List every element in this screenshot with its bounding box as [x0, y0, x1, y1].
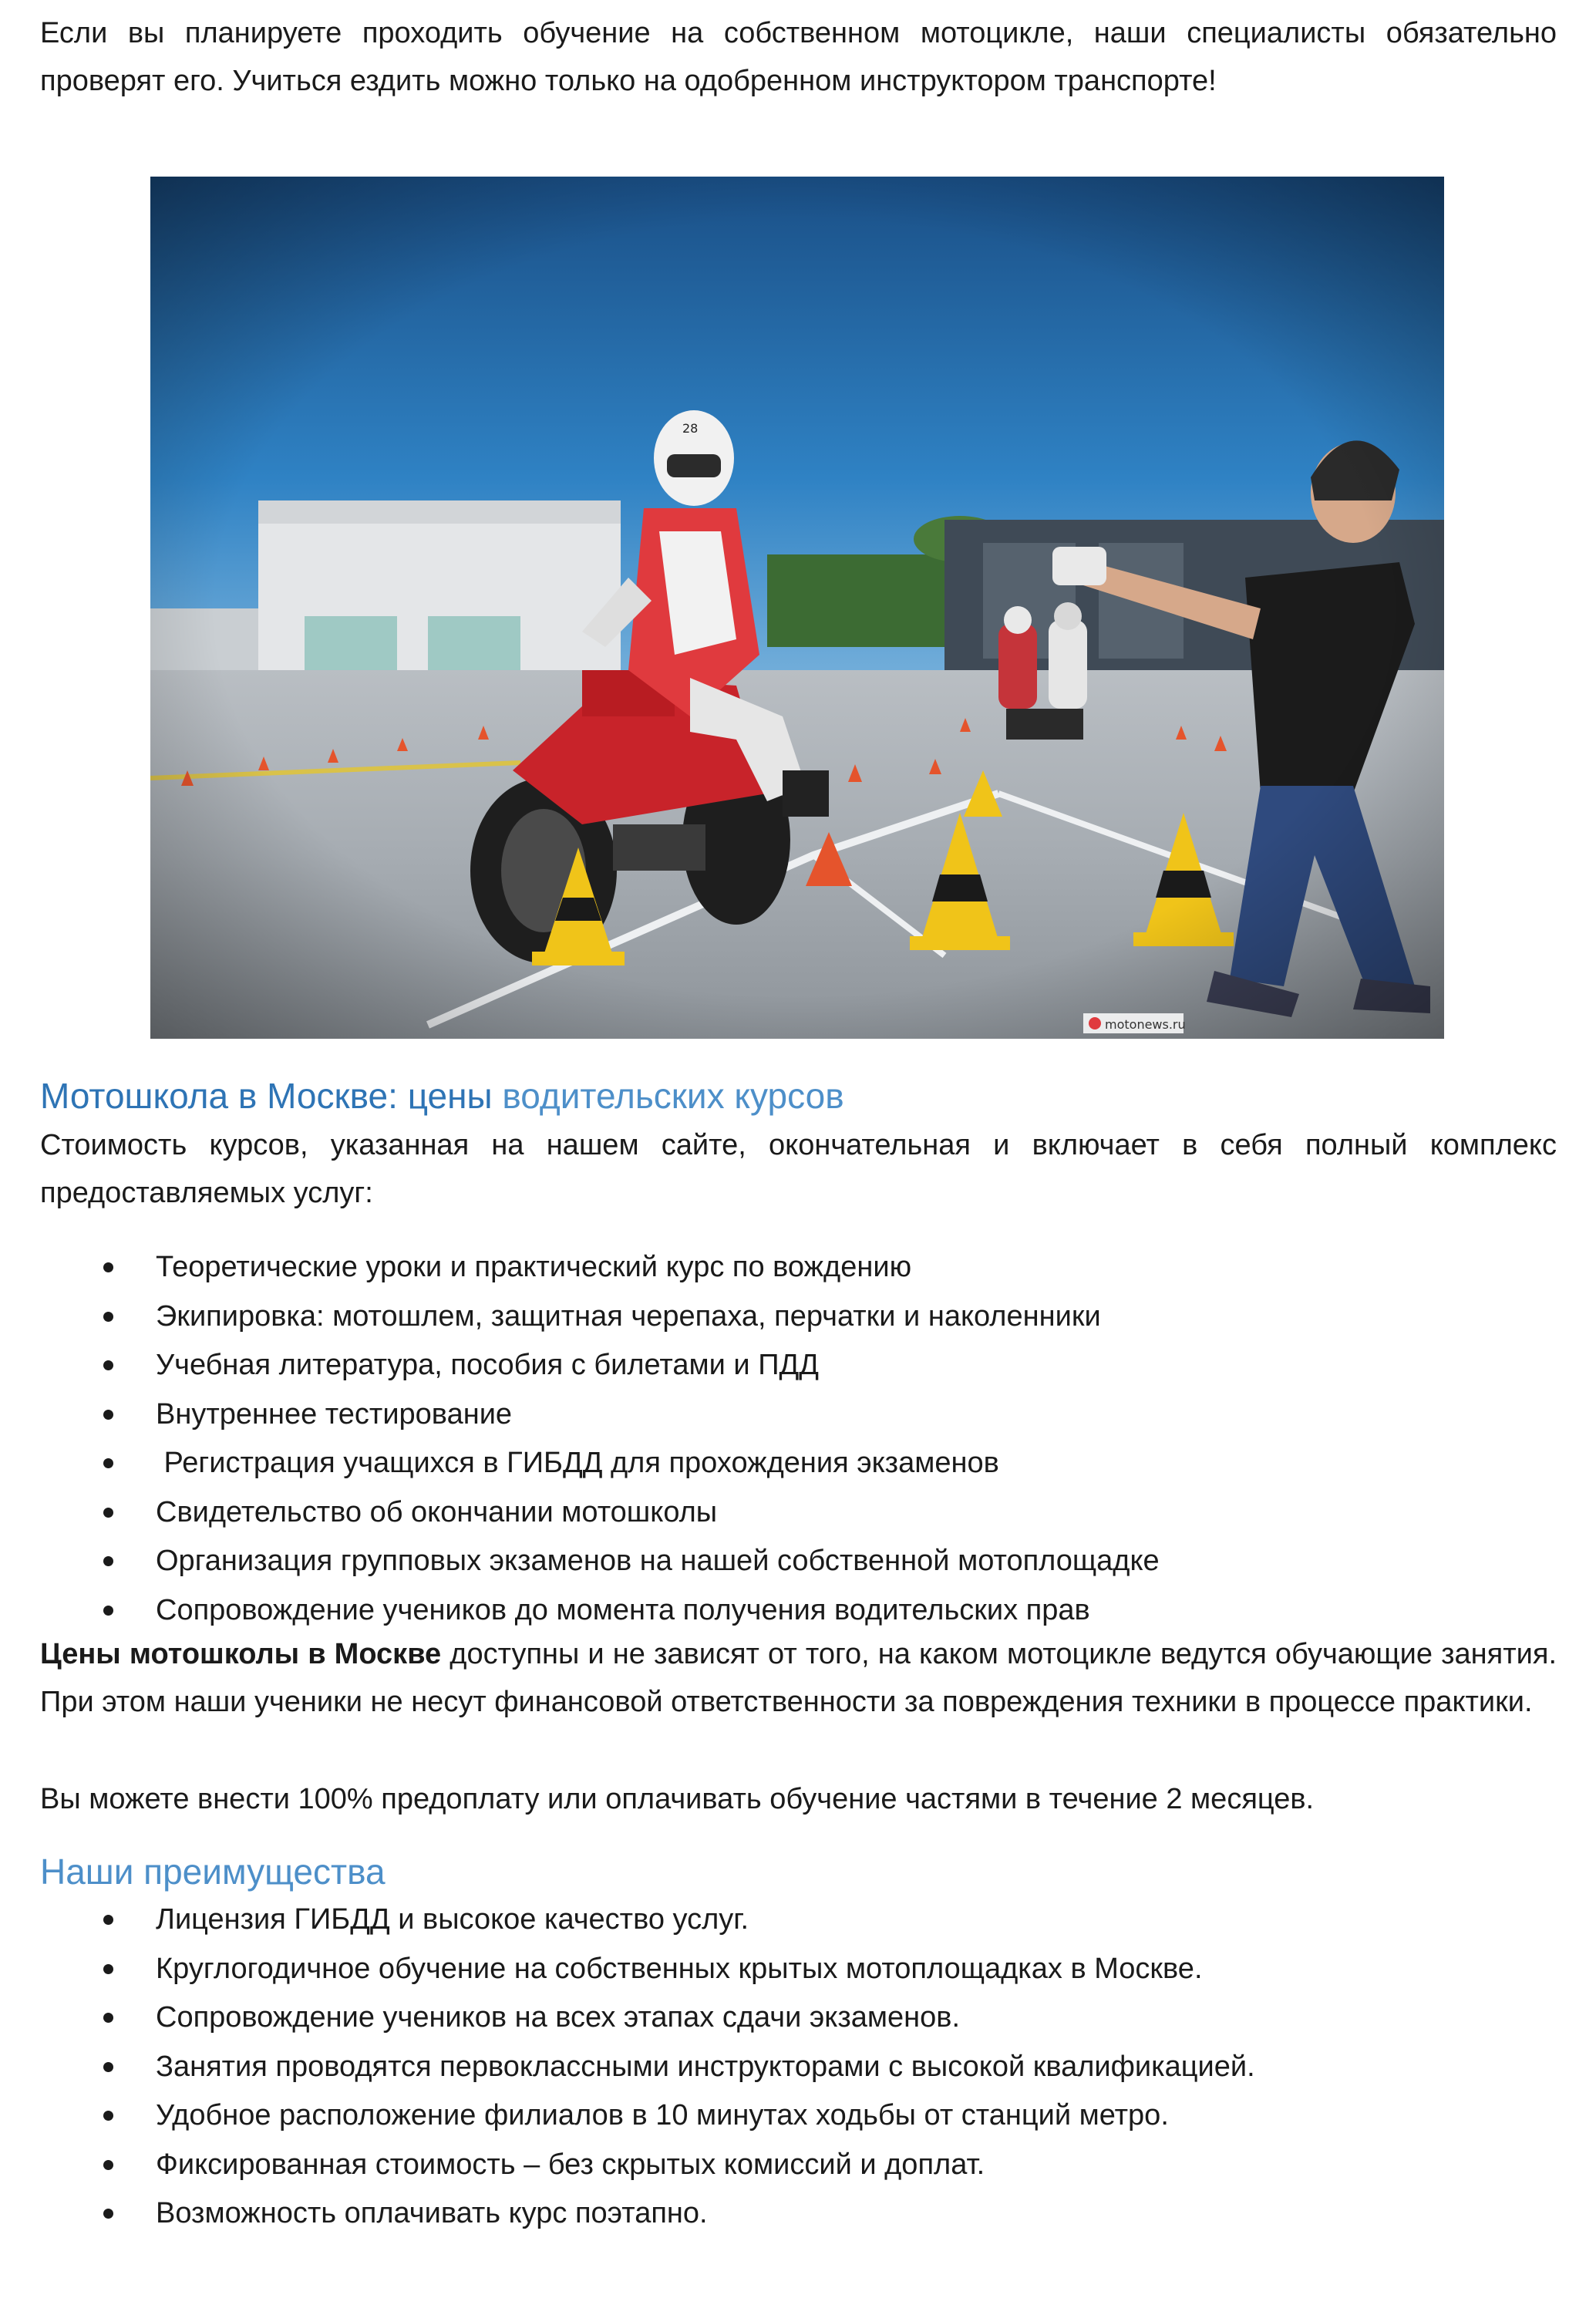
list-item: Лицензия ГИБДД и высокое качество услуг. — [40, 1896, 1557, 1945]
prices-heading-strong: Мотошкола в Москве: цены — [40, 1076, 493, 1116]
bullet-icon — [103, 1964, 113, 1974]
bullet-icon — [103, 1508, 113, 1518]
list-item: Удобное расположение филиалов в 10 минутах ходьбы от станций метро. — [40, 2091, 1557, 2141]
bullet-icon — [103, 2209, 113, 2219]
bullet-icon — [103, 1360, 113, 1370]
bullet-icon — [103, 1915, 113, 1925]
bullet-icon — [103, 1458, 113, 1468]
prices-heading — [40, 1072, 844, 1120]
list-item: Круглогодичное обучение на собственных крытых мотоплощадках в Москве. — [40, 1945, 1557, 1994]
photo-watermark: motonews.ru — [1105, 1017, 1186, 1032]
bullet-icon — [103, 1606, 113, 1616]
bullet-icon — [103, 2013, 113, 2023]
services-list — [40, 1243, 1557, 1635]
bullet-icon — [103, 1312, 113, 1322]
prices-note-paragraph — [40, 1630, 1557, 1726]
motorcycle-training-photo — [150, 177, 1444, 1039]
advantages-heading: Наши преимущества — [40, 1852, 386, 1892]
bullet-icon — [103, 1556, 113, 1566]
list-item: Фиксированная стоимость – без скрытых комиссий и доплат. — [40, 2141, 1557, 2190]
list-item: Возможность оплачивать курс поэтапно. — [40, 2189, 1557, 2239]
list-item: Учебная литература, пособия с билетами и ПДД — [40, 1341, 1557, 1390]
list-item: Занятия проводятся первоклассными инструкторами с высокой квалификацией. — [40, 2043, 1557, 2092]
advantages-list — [40, 1896, 1557, 2239]
prices-intro-paragraph: Стоимость курсов, указанная на нашем сайте, окончательная и включает в себя полный комплекс предоставляемых услуг: — [40, 1129, 1557, 1209]
list-item: Сопровождение учеников на всех этапах сдачи экзаменов. — [40, 1993, 1557, 2043]
payment-paragraph: Вы можете внести 100% предоплату или оплачивать обучение частями в течение 2 месяцев. — [40, 1783, 1315, 1815]
bullet-icon — [103, 2062, 113, 2072]
list-item: Внутреннее тестирование — [40, 1390, 1557, 1440]
bullet-icon — [103, 2111, 113, 2121]
list-item: Экипировка: мотошлем, защитная черепаха, перчатки и наколенники — [40, 1292, 1557, 1342]
list-item: Организация групповых экзаменов на нашей собственной мотоплощадке — [40, 1537, 1557, 1586]
bullet-icon — [103, 2160, 113, 2170]
list-item: Регистрация учащихся в ГИБДД для прохождения экзаменов — [40, 1439, 1557, 1488]
list-item: Свидетельство об окончании мотошколы — [40, 1488, 1557, 1538]
prices-note-bold: Цены мотошколы в Москве — [40, 1638, 442, 1670]
bullet-icon — [103, 1262, 113, 1272]
bullet-icon — [103, 1410, 113, 1420]
list-item: Теоретические уроки и практический курс по вождению — [40, 1243, 1557, 1292]
intro-paragraph: Если вы планируете проходить обучение на собственном мотоцикле, наши специалисты обязательно проверят его. Учиться ездить можно только на одобренном инструктором транспорте! — [40, 17, 1557, 97]
prices-note-text: доступны и не зависят от того, на каком мотоцикле ведутся обучающие занятия. При этом наши ученики не несут финансовой ответственности за повреждения техники в процессе практики. — [40, 1638, 1557, 1718]
prices-heading-light: водительских курсов — [502, 1076, 844, 1116]
list-item: Сопровождение учеников до момента получения водительских прав — [40, 1586, 1557, 1636]
